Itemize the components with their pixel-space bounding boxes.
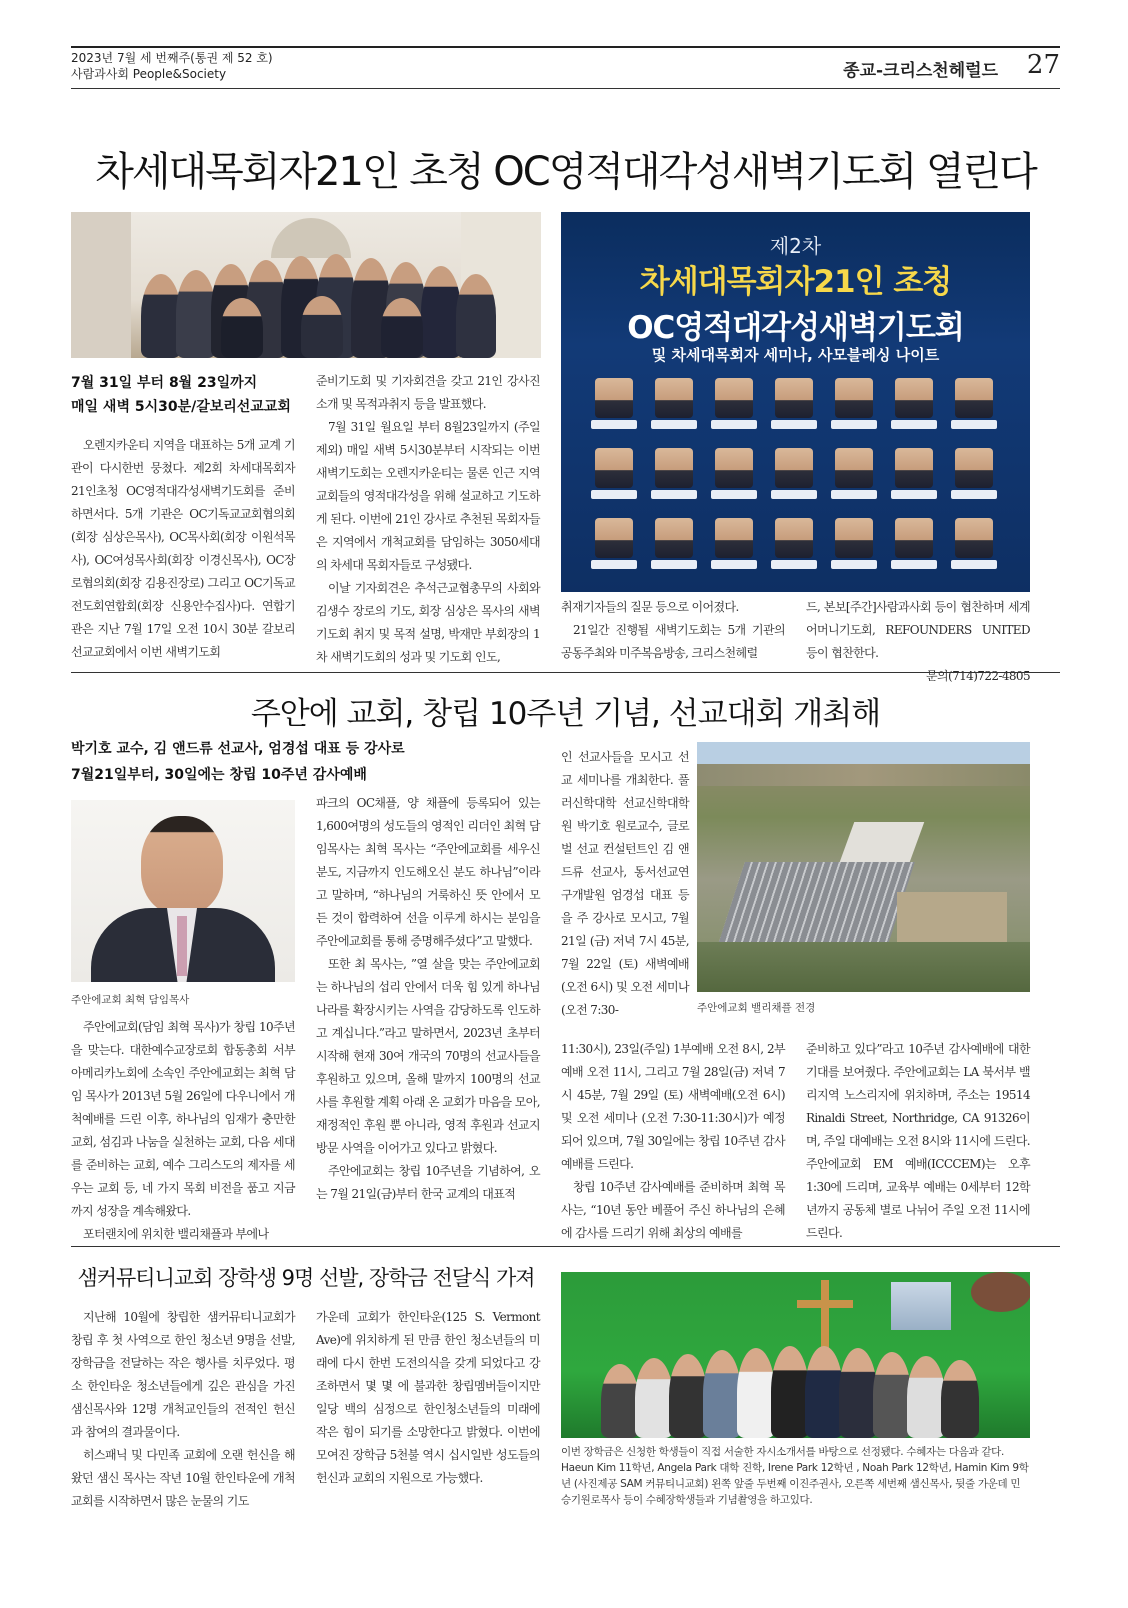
contact-info: 문의(714)722-4805 — [926, 669, 1030, 683]
section-name: 종교-크리스천헤럴드 — [843, 61, 998, 81]
poster-edition: 제2차 — [769, 234, 822, 258]
portrait-caption: 주안에교회 최혁 담임목사 — [71, 994, 190, 1006]
article2-headline: 주안에 교회, 창립 10주년 기념, 선교대회 개최해 — [250, 696, 881, 732]
article1-column-2 — [316, 370, 540, 669]
paragraph: 또한 최 목사는, ”열 살을 맞는 주안에교회는 하나님의 섭리 안에서 더욱 힘 있게 하나님 나라를 확장시키는 사역을 감당하도록 인도하고 계십니다.”라고 말하면서, 2023년 초부터 시작해 현재 30여 개국의 70명의 선교사들을 후원하고 있으며, 올해 말까지 100명의 선교사를 후원할 계획 아래 온 교회가 마음을 모아, 재정적인 후원 뿐 아니라, 영적 후원과 선교지 방문 사역을 이어가고 있다고 밝혔다. — [316, 957, 540, 1155]
article1-headline: 차세대목회자21인 초청 OC영적대각성새벽기도회 열린다 — [95, 149, 1036, 195]
poster-title: 차세대목회자21인 초청 — [639, 264, 952, 300]
paragraph: 21일간 진행될 새벽기도회는 5개 기관의 공동주최와 미주복음방송, 크리스천헤럴 — [561, 623, 785, 660]
section-divider — [71, 672, 1060, 673]
paragraph: 인 선교사들을 모시고 선교 세미나를 개최한다. 풀러신학대학 선교신학대학원 박기호 원로교수, 글로벌 선교 컨설턴트인 김 앤드류 선교사, 동서선교연구개발원 엄경섭 대표 등을 주 강사로 모시고, 7월 21일 (금) 저녁 7시 45분, 7월 22일 (토) 새벽예배(오전 6시) 및 오전 세미나 (오전 7:30- — [561, 750, 689, 1017]
paragraph: 취재기자들의 질문 등으로 이어졌다. — [561, 600, 739, 614]
article2-column-1 — [71, 1016, 295, 1246]
top-rule — [71, 46, 1060, 48]
scholarship-photo-caption: 이번 장학금은 신청한 학생들이 직접 서술한 자시소개서를 바탕으로 선정됐다. 수혜자는 다음과 같다. Haeun Kim 11학년, Angela Park 대학 진학, Irene Park 12학년 , Noah Park 12학년, Hamin Kim 9학년 (사진제공 SAM 커뮤티니교회) 왼쪽 앞줄 두번째 이진주권사, 오른쪽 세번째 샘신목사, 뒷줄 가운데 민승기원로목사 등이 수혜장학생들과 기념촬영을 하고있다. — [561, 1446, 1029, 1506]
article1-subheading-dates: 7월 31일 부터 8월 23일까지 — [71, 375, 258, 391]
article1-column-1 — [71, 434, 295, 664]
article2-subheading-speakers: 박기호 교수, 김 앤드류 선교사, 엄경섭 대표 등 강사로 — [71, 741, 405, 757]
pastor-portrait — [71, 800, 295, 982]
paragraph: 오렌지카운티 지역을 대표하는 5개 교계 기관이 다시한번 뭉쳤다. 제2회 차세대목회자21인초청 OC영적대각성새벽기도회를 준비하면서다. 5개 기관은 OC기독교교회협의회(회장 심상은목사), OC목사회(회장 이원석목사), OC여성목사회(회장 이경신목사), OC장로협의회(회장 김용진장로) 그리고 OC기독교전도회연합회(회장 신용안수집사)다. 연합기관은 지난 7월 17일 오전 10시 30분 갈보리선교교회에서 이번 새벽기도회 — [71, 438, 295, 659]
article3-headline: 샘커뮤티니교회 장학생 9명 선발, 장학금 전달식 가져 — [77, 1266, 535, 1290]
scholarship-group-photo — [561, 1272, 1030, 1438]
paragraph: 지난해 10월에 창립한 샘커뮤티니교회가 창립 후 첫 사역으로 한인 청소년 9명을 선발, 장학금을 전달하는 작은 행사를 치루었다. 평소 한인타운 청소년들에게 깊은 관심을 가진 샘신목사와 12명 개척교인들의 전적인 헌신과 참여의 결과물이다. — [71, 1310, 295, 1439]
paragraph: 드, 본보[주간]사람과사회 등이 협찬하며 세계어머니기도회, REFOUNDERS UNITED 등이 협찬한다. — [806, 600, 1030, 660]
article1-column-4 — [806, 596, 1030, 688]
section-divider — [71, 1246, 1060, 1247]
group-photo — [71, 212, 541, 358]
article1-column-3 — [561, 596, 785, 665]
paragraph: 준비하고 있다”라고 10주년 감사예배에 대한 기대를 보여줬다. 주안에교회는 LA 북서부 밸리지역 노스리지에 위치하며, 주소는 19514 Rinaldi Street, Northridge, CA 91326이며, 주일 대예배는 오전 8시와 11시에 드린다. 주안에교회 EM 예배(ICCCEM)는 오후 1:30에 드리며, 교육부 예배는 0세부터 12학년까지 공동체 별로 나뉘어 주일 오전 11시에 드린다. — [806, 1042, 1030, 1240]
header-rule — [71, 88, 1060, 89]
paragraph: 파크의 OC채플, 양 채플에 등록되어 있는 1,600여명의 성도들의 영적인 리더인 최혁 담임목사는 최혁 목사는 “주안에교회를 세우신 분도, 지금까지 인도해오신 분도 하나님”이라고 말하며, “하나님의 거룩하신 뜻 안에서 모든 것이 합력하여 선을 이루게 하시는 분임을 주안에교회를 통해 증명해주셨다”고 말했다. — [316, 796, 540, 948]
paragraph: 주안에교회(담임 최혁 목사)가 창립 10주년을 맞는다. 대한예수교장로회 합동총회 서부아메리카노회에 소속인 주안에교회는 최혁 담임 목사가 2013년 5월 26일에 다우니에서 개척예배를 드린 이후, 하나님의 임재가 충만한 교회, 섬김과 나눔을 실천하는 교회, 다음 세대를 준비하는 교회, 예수 그리스도의 제자를 세우는 교회 등, 네 가지 목회 비전을 품고 지금까지 성장을 계속해왔다. — [71, 1020, 295, 1218]
article2-column-3b — [561, 1038, 785, 1245]
article2-column-3a — [561, 746, 689, 1022]
paragraph: 7월 31일 월요일 부터 8월23일까지 (주일 제외) 매일 새벽 5시30분부터 시작되는 이번 새벽기도회는 오렌지카운티는 물론 인근 지역 교회들의 영적대각성을 위해 설교하고 기도하게 된다. 이번에 21인 강사로 추천된 목회자들은 지역에서 개척교회를 담임하는 3050세대의 차세대 목회자들로 구성됐다. — [316, 420, 540, 572]
speaker-grid — [591, 378, 1001, 584]
article3-column-2 — [316, 1306, 540, 1490]
paragraph: 창립 10주년 감사예배를 준비하며 최혁 목사는, “10년 동안 베풀어 주신 하나님의 은혜에 감사를 드리기 위해 최상의 예배를 — [561, 1180, 785, 1240]
paragraph: 이날 기자회견은 추석근교협총무의 사회와 김생수 장로의 기도, 회장 심상은 목사의 새벽기도회 취지 및 목적 설명, 박재만 부회장의 1차 새벽기도회의 성과 및 기도회 인도, — [316, 581, 540, 664]
masthead-info — [71, 50, 273, 82]
article2-subheading-dates: 7월21일부터, 30일에는 창립 10주년 감사예배 — [71, 767, 367, 783]
paragraph: 주안에교회는 창립 10주년을 기념하여, 오는 7월 21일(금)부터 한국 교계의 대표적 — [316, 1164, 540, 1201]
article3-column-1 — [71, 1306, 295, 1513]
article1-subheading-time: 매일 새벽 5시30분/갈보리선교교회 — [71, 399, 291, 415]
poster-event-name: OC영적대각성새벽기도회 — [627, 310, 964, 346]
paragraph: 11:30시), 23일(주일) 1부예배 오전 8시, 2부예배 오전 11시, 그리고 7월 28일(금) 저녁 7시 45분, 7월 29일 (토) 새벽예배(오전 6시) 및 오전 세미나 (오전 7:30-11:30시)가 예정되어 있으며, 7월 30일에는 창립 10주년 감사예배를 드린다. — [561, 1042, 785, 1171]
paragraph: 히스패닉 및 다민족 교회에 오랜 헌신을 해 왔던 샘신 목사는 작년 10월 한인타운에 개척교회를 시작하면서 많은 눈물의 기도 — [71, 1448, 295, 1508]
poster-subtitle: 및 차세대목회자 세미나, 사모블레싱 나이트 — [651, 346, 940, 364]
paragraph: 포터랜치에 위치한 밸리채플과 부에나 — [83, 1227, 269, 1241]
paragraph: 가운데 교회가 한인타운(125 S. Vermont Ave)에 위치하게 된 만큼 한인 청소년들의 미래에 다시 한번 도전의식을 갖게 되었다고 강조하면서 몇 몇 에 불과한 창립멤버들이지만 일당 백의 심정으로 한인청소년들의 미래에 작은 힘이 되기를 소망한다고 밝혔다. 이번에 모여진 장학금 5천불 역시 십시일반 성도들의 헌신과 교회의 지원으로 가능했다. — [316, 1310, 540, 1485]
event-poster — [561, 212, 1030, 592]
paragraph: 준비기도회 및 기자회견을 갖고 21인 강사진 소개 및 목적과취지 등을 발표했다. — [316, 374, 540, 411]
page-number: 27 — [1026, 50, 1060, 80]
aerial-caption: 주안에교회 밸리채플 전경 — [697, 1002, 816, 1014]
article2-column-2 — [316, 792, 540, 1206]
church-aerial-photo — [697, 742, 1030, 992]
issue-line: 2023년 7월 세 번째주(통권 제 52 호) — [71, 51, 273, 65]
article2-column-4 — [806, 1038, 1030, 1245]
publication-name: 사람과사회 People&Society — [71, 67, 227, 81]
